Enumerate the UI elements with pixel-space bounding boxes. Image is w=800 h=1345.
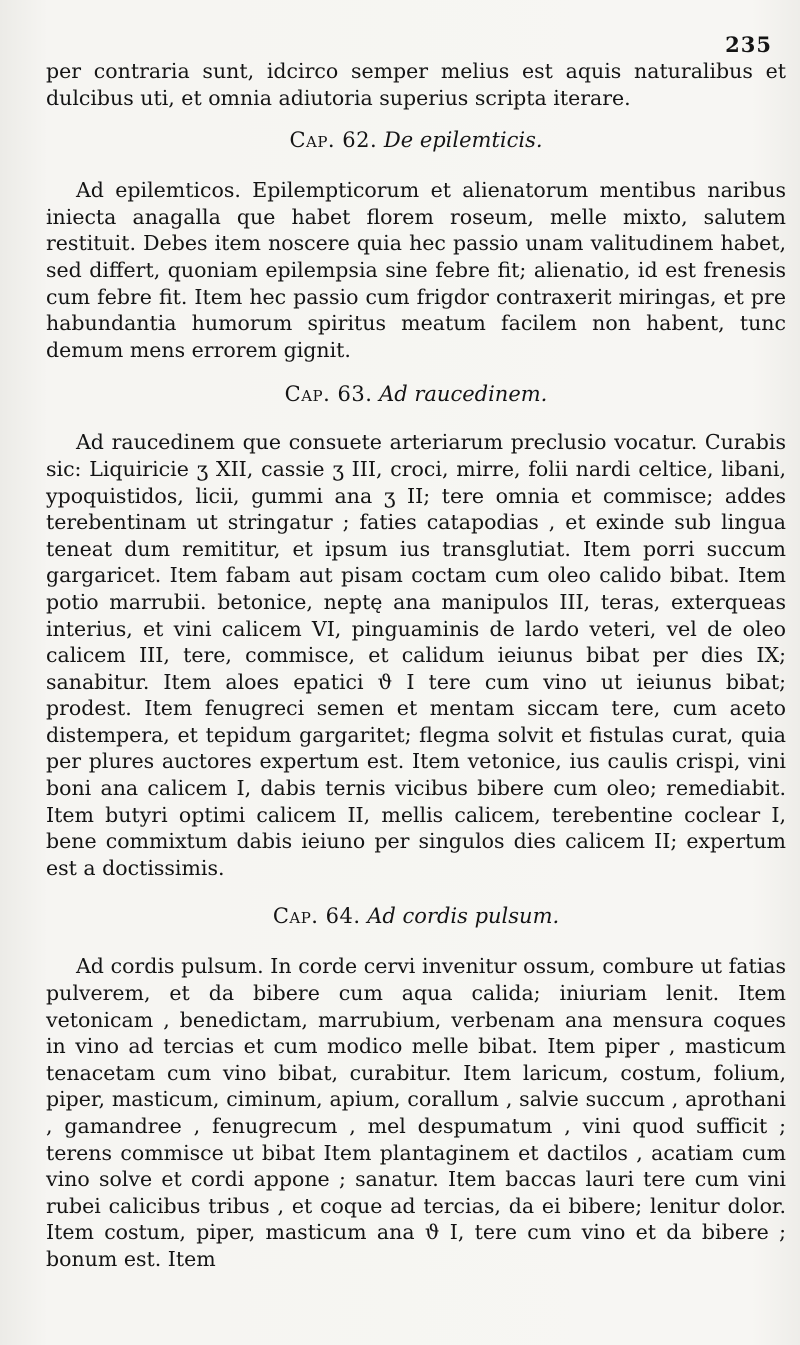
chapter-title: De epilemticis. xyxy=(383,128,543,153)
chapter-heading-64 xyxy=(46,901,786,931)
page-number: 235 xyxy=(725,32,772,57)
chapter-text-62: Ad epilemticos. Epilempticorum et alienatorum mentibus naribus iniecta anagalla que habet florem roseum, melle mixto, salutem restituit. Debes item noscere quia hec passio unam valitudinem habet, sed differt, quoniam epilempsia sine febre fit; alienatio, id est frenesis cum febre fit. Item hec passio cum frigdor contraxerit miringas, et pre habundantia humorum spiritus meatum facilem non habent, tunc demum mens errorem gignit. xyxy=(46,178,786,362)
page-text xyxy=(46,58,786,1273)
chapter-heading-62 xyxy=(46,125,786,155)
chapter-text-63: Ad raucedinem que consuete arteriarum preclusio vocatur. Curabis sic: Liquiricie ʒ XII, cassie ʒ III, croci, mirre, folii nardi celtice, libani, ypoquistidos, licii, gummi ana ʒ II; tere omnia et commisce; addes terebentinam ut stringatur ; faties catapodias , et exinde sub lingua teneat dum remititur, et ipsum ius transglutiat. Item porri succum gargaricet. Item fabam aut pisam coctam cum oleo calido bibat. Item potio marrubii. betonice, neptę ana manipulos III, teras, exterqueas interius, et vini calicem VI, pinguaminis de lardo veteri, vel de oleo calicem III, tere, commisce, et calidum ieiunus bibat per dies IX; sanabitur. Item aloes epatici ϑ I tere cum vino ut ieiunus bibat; prodest. Item fenugreci semen et mentam siccam tere, cum aceto distempera, et tepidum gargaritet; flegma solvit et fistulas curat, quia per plures auctores expertum est. Item vetonice, ius caulis crispi, vini boni ana calicem I, dabis ternis vicibus bibere cum oleo; remediabit. Item butyri optimi calicem II, mellis calicem, terebentine coclear I, bene commixtum dabis ieiuno per singulos dies calicem II; expertum est a doctissimis. xyxy=(46,430,786,880)
chapter-title: Ad raucedinem. xyxy=(379,382,548,407)
chapter-heading-63 xyxy=(46,379,786,409)
chapter-title: Ad cordis pulsum. xyxy=(367,904,560,929)
intro-paragraph: per contraria sunt, idcirco semper melius est aquis naturalibus et dulcibus uti, et omnia adiutoria superius scripta iterare. xyxy=(46,59,786,110)
chapter-text-64: Ad cordis pulsum. In corde cervi invenitur ossum, combure ut fatias pulverem, et da bibere cum aqua calida; iniuriam lenit. Item vetonicam , benedictam, marrubium, verbenam ana mensura coques in vino ad tercias et cum modico melle bibat. Item piper , masticum tenacetam cum vino bibat, curabitur. Item laricum, costum, folium, piper, masticum, ciminum, apium, corallum , salvie succum , aprothani , gamandree , fenugrecum , mel despumatum , vini quod sufficit ; terens commisce ut bibat Item plantaginem et dactilos , acatiam cum vino solve et cordi appone ; sanatur. Item baccas lauri tere cum vini rubei calicibus tribus , et coque ad tercias, da ei bibere; lenitur dolor. Item costum, piper, masticum ana ϑ I, tere cum vino et da bibere ; bonum est. Item xyxy=(46,954,786,1271)
chapter-number: Cap. 62. xyxy=(289,128,378,153)
chapter-number: Cap. 64. xyxy=(272,904,361,929)
chapter-number: Cap. 63. xyxy=(284,382,373,407)
